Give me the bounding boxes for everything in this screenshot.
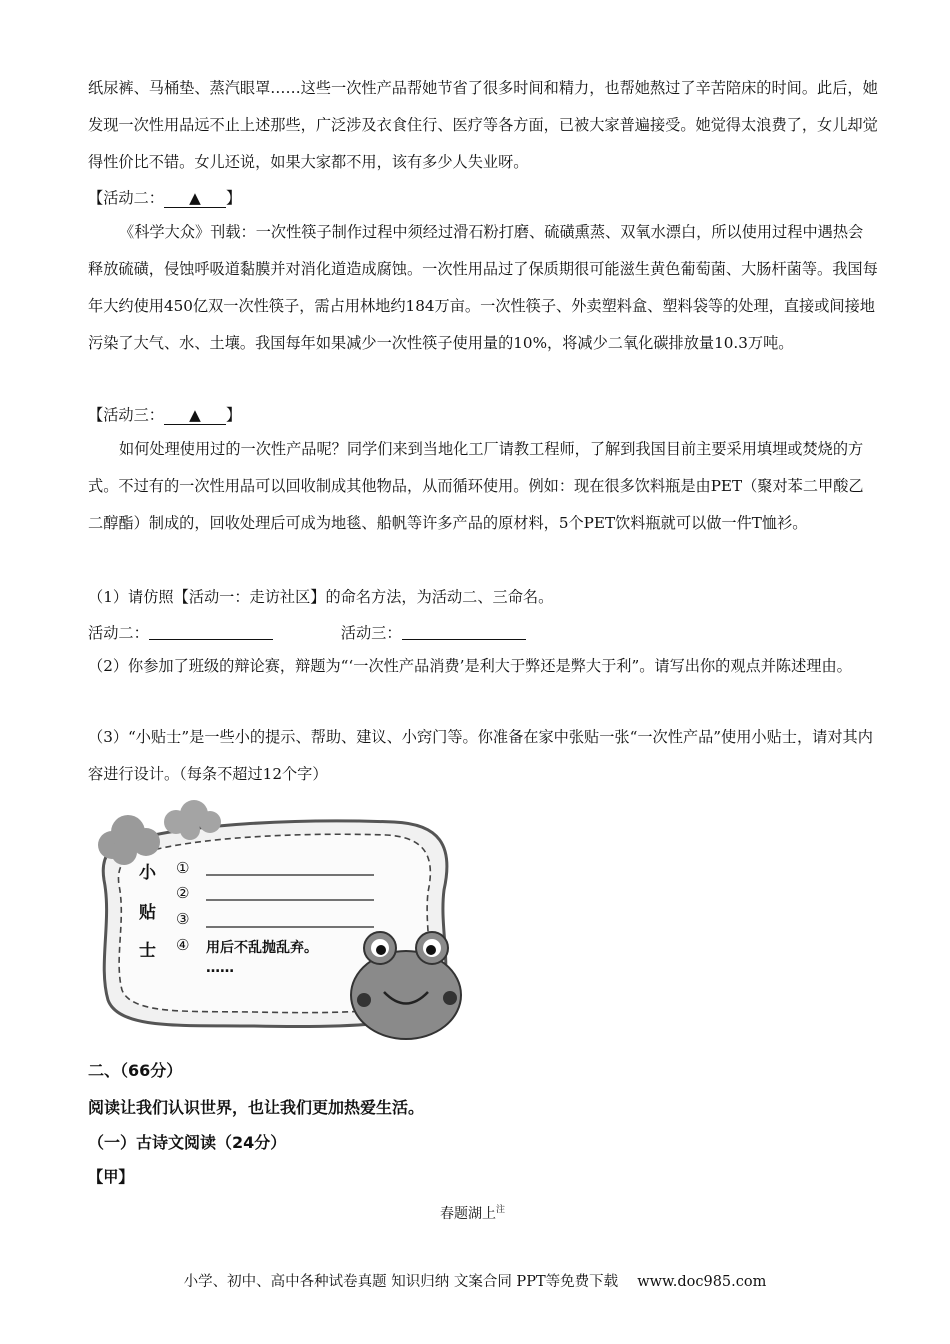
tip-card [94, 800, 474, 1050]
tip-number-2: ② [176, 884, 190, 902]
paragraph-1: 纸尿裤、马桶垫、蒸汽眼罩……这些一次性产品帮她节省了很多时间和精力，也帮她熬过了辛苦陪床的时间。此后，她发现一次性用品远不止上述那些，广泛涉及衣食住行、医疗等各方面，已被大家普遍接受。她觉得太浪费了，女儿却觉得性价比不错。女儿还说，如果大家都不用，该有多少人失业呀。 [88, 79, 878, 171]
section-2-intro: 阅读让我们认识世界，也让我们更加热爱生活。 [88, 1098, 425, 1117]
tip-number-1: ① [176, 859, 190, 877]
tip-item-4: 用后不乱抛乱弃。 [206, 940, 318, 956]
tip-number-3: ③ [176, 910, 190, 928]
page-footer: 小学、初中、高中各种试卷真题 知识归纳 文案合同 PPT等免费下载 www.doc985.com [183, 1274, 767, 1290]
section-2-heading: 二、（66分） [88, 1061, 183, 1080]
answer-line-row: 活动二： 活动三： [88, 622, 526, 643]
tip-title-char-1: 小 [139, 863, 156, 883]
activity-2-blank: ▲ [164, 189, 226, 208]
activity-2-heading: 【活动二： ▲ 】 [88, 189, 242, 207]
paragraph-2: 《科学大众》刊载：一次性筷子制作过程中须经过滑石粉打磨、硫磺熏蒸、双氧水漂白，所以使用过程中遇热会释放硫磺，侵蚀呼吸道黏膜并对消化道造成腐蚀。一次性用品过了保质期很可能滋生黄色葡萄菌、大肠杆菌等。我国每年大约使用450亿双一次性筷子，需占用林地约184万亩。一次性筷子、外卖塑料盒、塑料袋等的处理，直接或间接地污染了大气、水、土壤。我国每年如果减少一次性筷子使用量的10%，将减少二氧化碳排放量10.3万吨。 [88, 223, 878, 352]
poem-title: 春题湖上$^注$ [440, 1205, 506, 1222]
paragraph-3: 如何处理使用过的一次性产品呢？同学们来到当地化工厂请教工程师，了解到我国目前主要采用填埋或焚烧的方式。不过有的一次性用品可以回收制成其他物品，从而循环使用。例如：现在很多饮料瓶是由PET（聚对苯二甲酸乙二醇酯）制成的，回收处理后可成为地毯、船帆等许多产品的原材料，5个PET饮料瓶就可以做一件T恤衫。 [88, 440, 864, 532]
activity-3-blank: ▲ [164, 406, 226, 425]
activity-3-answer-line [402, 625, 526, 640]
tip-title-char-3: 士 [139, 941, 156, 961]
tip-number-4: ④ [176, 936, 190, 954]
activity-3-heading: 【活动三： ▲ 】 [88, 406, 242, 424]
question-1: （1）请仿照【活动一：走访社区】的命名方法，为活动二、三命名。 [88, 588, 554, 606]
tip-card-frame [94, 800, 474, 1050]
tip-ellipsis: …… [206, 960, 234, 976]
question-2: （2）你参加了班级的辩论赛，辩题为“‘一次性产品消费’是利大于弊还是弊大于利”。请写出你的观点并陈述理由。 [88, 657, 852, 675]
poem-note-mark: 注 [496, 1205, 506, 1215]
question-3: （3）“小贴士”是一些小的提示、帮助、建议、小窍门等。你准备在家中张贴一张“一次性产品”使用小贴士，请对其内容进行设计。（每条不超过12个字） [88, 728, 873, 783]
activity-2-answer-line [149, 625, 273, 640]
passage-label: 【甲】 [88, 1168, 134, 1186]
subsection-heading: （一）古诗文阅读（24分） [88, 1133, 287, 1152]
tip-title-char-2: 贴 [139, 903, 156, 923]
